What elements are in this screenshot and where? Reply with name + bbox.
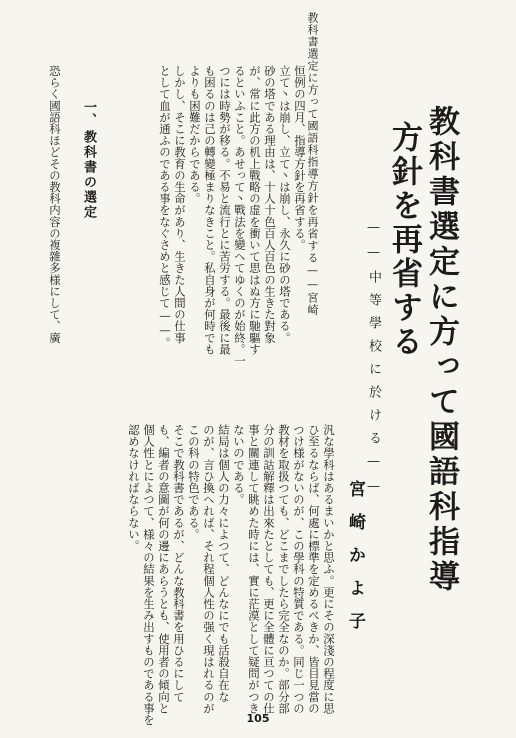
running-header: 教科書選定に方って國語科指導方針を再省する——宮崎 — [306, 12, 319, 316]
section-number: 一、 — [81, 100, 96, 126]
body-column: 恐らく國語科ほどその教科内容の複雜多様にして、廣 — [48, 65, 62, 344]
body-column: ひ至るならば、何處に標準を定めるべきか、皆目見當の — [307, 424, 321, 714]
section-heading: 教科書の選定 — [81, 130, 96, 220]
body-column: 砂の塔である理由は、十人十色百人百色の生きた對象 — [263, 65, 277, 344]
body-column: のが、言ひ換へれば、それ程個人性の强く現はれるのが — [202, 424, 216, 714]
body-column: 認めなければならない。 — [127, 424, 141, 552]
body-column: 立て丶は崩し、立て丶は崩し、永久に砂の塔である。 — [278, 65, 292, 344]
body-column: そこで教科書であるが、どんな教科書を用ひるにして — [172, 424, 186, 703]
body-column: が、常に此方の机上戰略の虚を衝いて思はぬ方に馳驅す — [248, 65, 262, 355]
body-column: つには時勢が移る。不易と流行とに苦労する。最後に最 — [218, 65, 232, 355]
article-subtitle: ——中等學校に於ける—— — [366, 220, 381, 504]
body-column: つけ様がないのが、この學科の特質である。同じ一つの — [292, 424, 306, 714]
body-column: 結局は個人の力々によつて、どんなにでも活殺自在な — [217, 424, 231, 703]
article-title-line-1: 教科書選定に方って國語科指導 — [423, 105, 459, 595]
author-name: 宮崎かよ子 — [345, 480, 365, 645]
body-column: この科の特色である。 — [187, 424, 201, 540]
body-column: 個人性とによつて、様々の結果を生み出すものである事を — [142, 424, 156, 726]
body-column: 恒例の四月、指導方針を再省する。 — [293, 65, 307, 251]
body-column: 教材を取扱つても、どこまでしたら完全なのか。部分部 — [277, 424, 291, 714]
body-column: 事と關連して眺めた時には、實に茫漠として疑問がつき — [247, 424, 261, 714]
body-column: として血が通ふのである事をなぐさめと感じて——。 — [158, 65, 172, 349]
body-column: よりも困難だからである。 — [188, 65, 202, 205]
page-number: 105 — [246, 712, 270, 725]
body-column: も、編者の意圖が何の邊にあらうとも、使用者の傾向と — [157, 424, 171, 714]
body-column: 汎な學科はあるまいかと思ふ。更にその深淺の程度に思 — [322, 424, 336, 714]
body-column: 分の訓詁解釋は出來たとしても、更に全體に亘つての仕 — [262, 424, 276, 714]
body-column: るといふこと。あせって丶戰法を變へてゆくのが始終。一 — [233, 65, 247, 367]
body-column: も困るのは己の轉變極まりなきこと。私自身が何時でも — [203, 65, 217, 355]
body-column: しかし、そこに教育の生命があり、生きた人間の仕事 — [173, 65, 187, 344]
article-title-line-2: 方針を再省する — [386, 121, 422, 359]
body-column: ないのである。 — [232, 424, 246, 506]
